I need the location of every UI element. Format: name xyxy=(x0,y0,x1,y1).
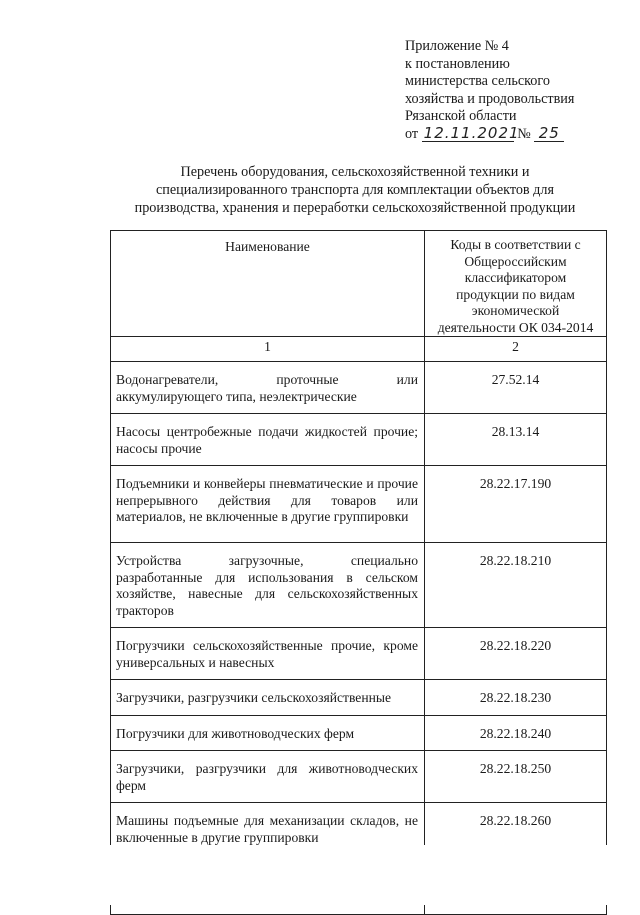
title-line-3: производства, хранения и переработки сельскохозяйственной продукции xyxy=(134,200,576,216)
annex-line-5: Рязанской области xyxy=(405,108,517,125)
annex-line-4: хозяйства и продовольствия xyxy=(405,90,575,107)
row-name: Устройства загрузочные, специально разработанные для использования в сельском хозяйстве, навесные для сельскохозяйственных тракторов xyxy=(111,543,425,628)
row-name: Водонагреватели, проточные или аккумулирующего типа, неэлектрические xyxy=(111,362,425,414)
header-code-line: Коды в соответствии с xyxy=(450,237,581,252)
table-row xyxy=(111,543,607,628)
row-name: Загрузчики, разгрузчики для животноводческих ферм xyxy=(111,751,425,803)
annex-line-1: Приложение № 4 xyxy=(405,38,509,54)
annex-line-3: министерства сельского xyxy=(405,73,550,90)
date-prefix: от xyxy=(405,125,419,142)
handwritten-date: 12.11.2021 xyxy=(423,123,520,142)
header-code-line: деятельности ОК 034-2014 xyxy=(437,319,594,335)
column-number-2: 2 xyxy=(425,337,607,362)
table-row xyxy=(111,414,607,466)
row-name: Загрузчики, разгрузчики сельскохозяйственные xyxy=(111,680,425,716)
row-code: 28.22.18.260 xyxy=(425,803,607,855)
row-code: 28.22.18.230 xyxy=(425,680,607,716)
column-number-1: 1 xyxy=(111,337,425,362)
row-code: 28.22.18.240 xyxy=(425,715,607,751)
row-name: Погрузчики сельскохозяйственные прочие, кроме универсальных и навесных xyxy=(111,628,425,680)
title-line-2: специализированного транспорта для комплектации объектов для xyxy=(156,182,554,198)
table-row xyxy=(111,751,607,803)
handwritten-number: 25 xyxy=(534,126,564,142)
document-title xyxy=(110,163,600,217)
header-name-cell: Наименование xyxy=(111,231,425,337)
table-header-row xyxy=(111,231,607,337)
row-name: Подъемники и конвейеры пневматические и прочие непрерывного действия для товаров или материалов, не включенные в другие группировки xyxy=(111,466,425,543)
header-code-cell xyxy=(425,231,607,337)
annex-block xyxy=(405,38,625,144)
table-row xyxy=(111,680,607,716)
row-code: 27.52.14 xyxy=(425,362,607,414)
row-code: 28.13.14 xyxy=(425,414,607,466)
title-line-1: Перечень оборудования, сельскохозяйственной техники и xyxy=(180,164,530,180)
header-code-line: классификатором xyxy=(464,270,567,285)
row-name: Машины подъемные для механизации складов, не включенные в другие группировки xyxy=(111,803,425,855)
row-code: 28.22.18.220 xyxy=(425,628,607,680)
table-row xyxy=(111,715,607,751)
row-code: 28.22.18.210 xyxy=(425,543,607,628)
equipment-table xyxy=(110,230,607,915)
column-number-row xyxy=(111,337,607,362)
annex-line-2: к постановлению xyxy=(405,55,510,72)
annex-date-line xyxy=(405,123,625,144)
table-row xyxy=(111,628,607,680)
header-code-line: продукции по видам xyxy=(456,286,575,302)
number-prefix: № xyxy=(517,125,531,142)
table-row xyxy=(111,466,607,543)
header-code-line: Общероссийским xyxy=(464,253,567,269)
table-row xyxy=(111,362,607,414)
page-bottom-margin xyxy=(0,845,640,905)
row-code: 28.22.17.190 xyxy=(425,466,607,543)
header-code-line: экономической xyxy=(471,303,560,318)
row-name: Насосы центробежные подачи жидкостей прочие; насосы прочие xyxy=(111,414,425,466)
row-code: 28.22.18.250 xyxy=(425,751,607,803)
row-name: Погрузчики для животноводческих ферм xyxy=(111,715,425,751)
